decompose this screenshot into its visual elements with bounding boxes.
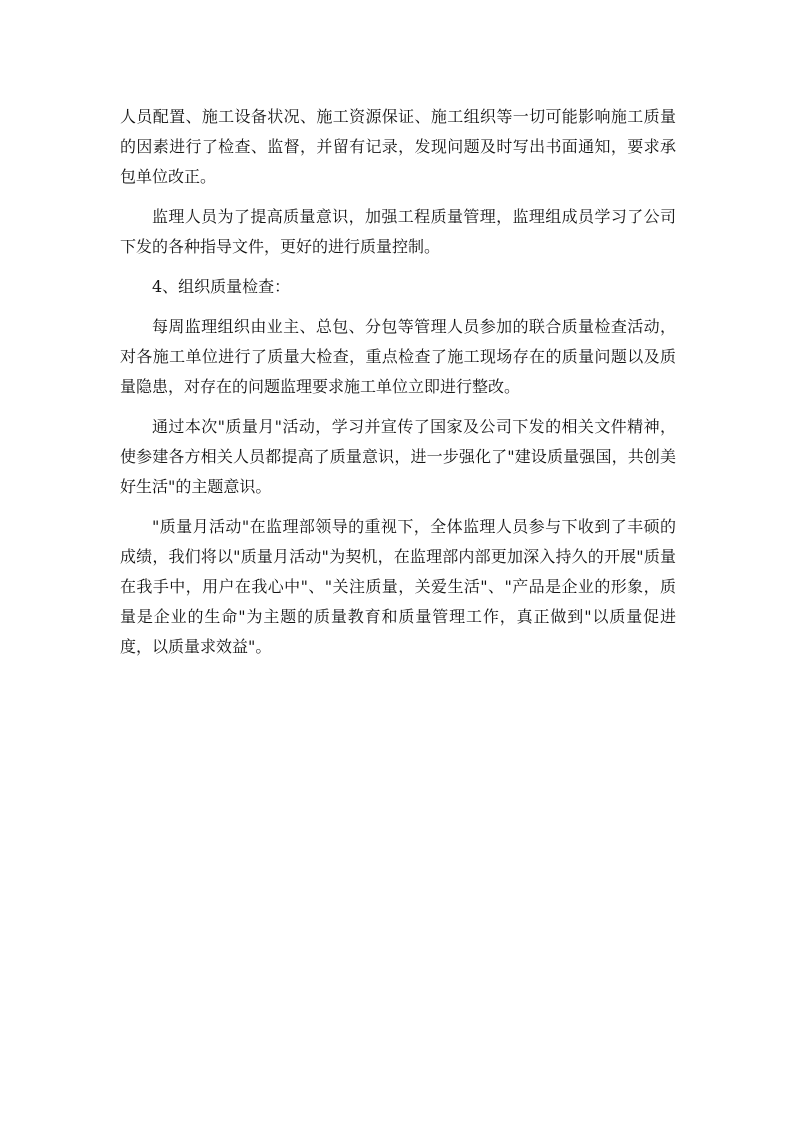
paragraph-quality-month-summary: "质量月活动"在监理部领导的重视下，全体监理人员参与下收到了丰硕的成绩，我们将以"质量月活动"为契机，在监理部内部更加深入持久的开展"质量在我手中，用户在我心中"、"关注质量，关爱生活"、"产品是企业的形象，质量是企业的生命"为主题的质量教育和质量管理工作，真正做到"以质量促进度，以质量求效益"。	[120, 517, 676, 656]
paragraph-staff-training: 监理人员为了提高质量意识，加强工程质量管理，监理组成员学习了公司下发的各种指导文件，更好的进行质量控制。	[120, 207, 676, 256]
paragraph-continuation: 人员配置、施工设备状况、施工资源保证、施工组织等一切可能影响施工质量的因素进行了检查、监督，并留有记录，发现问题及时写出书面通知，要求承包单位改正。	[120, 107, 676, 186]
paragraph-weekly-inspection: 每周监理组织由业主、总包、分包等管理人员参加的联合质量检查活动，对各施工单位进行了质量大检查，重点检查了施工现场存在的质量问题以及质量隐患，对存在的问题监理要求施工单位立即进行整改。	[120, 317, 676, 396]
document-body	[120, 102, 676, 672]
section-heading-quality-inspection: 4、组织质量检查：	[152, 277, 291, 296]
paragraph-quality-month-outcome: 通过本次"质量月"活动，学习并宣传了国家及公司下发的相关文件精神，使参建各方相关人员都提高了质量意识，进一步强化了"建设质量强国，共创美好生活"的主题意识。	[120, 417, 676, 496]
